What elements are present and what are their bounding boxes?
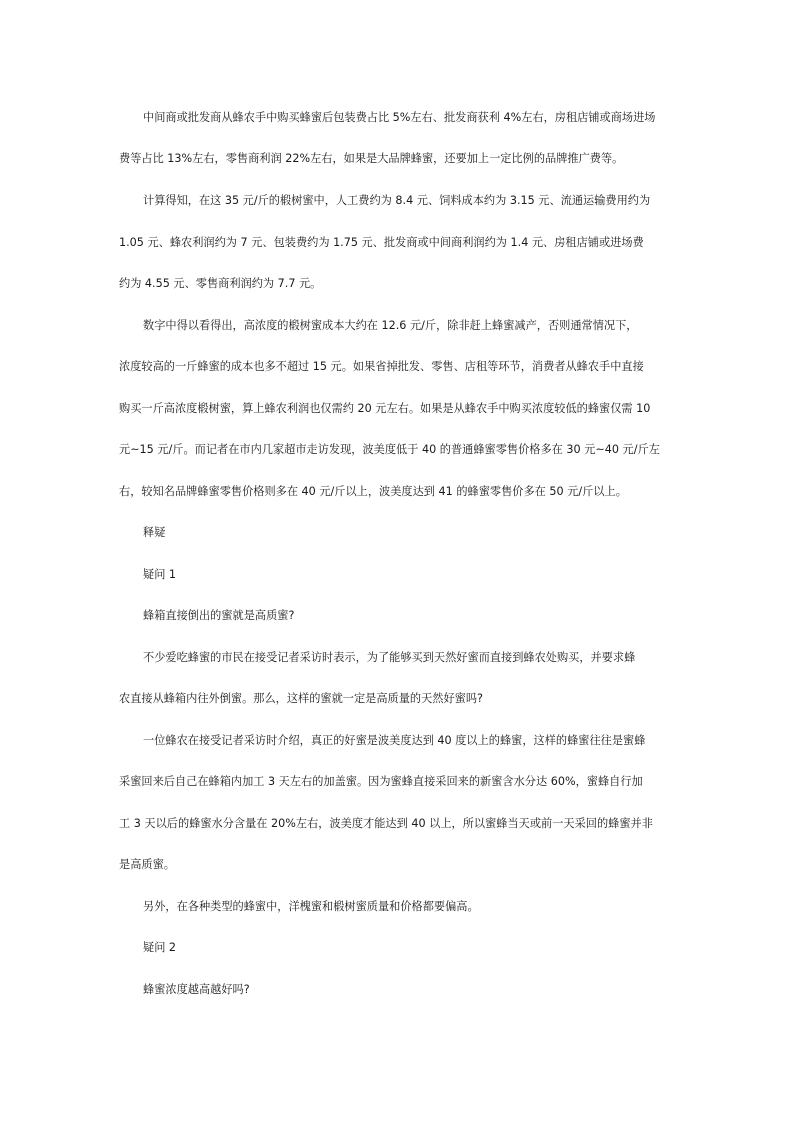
paragraph-line-2: 费等占比 13%左右，零售商利润 22%左右，如果是大品牌蜂蜜，还要加上一定比例的品牌推广费等。 bbox=[119, 152, 624, 165]
paragraph-line-14: 采蜜回来后自己在蜂箱内加工 3 天左右的加盖蜜。因为蜜蜂直接采回来的新蜜含水分达 60%，蜜蜂自行加 bbox=[119, 775, 643, 788]
question-label-1: 疑问 1 bbox=[143, 568, 177, 581]
paragraph-line-10: 右，较知名品牌蜂蜜零售价格则多在 40 元/斤以上，波美度达到 41 的蜂蜜零售价多在 50 元/斤以上。 bbox=[119, 485, 627, 498]
paragraph-line-8: 购买一斤高浓度椴树蜜，算上蜂农利润也仅需约 20 元左右。如果是从蜂农手中购买浓度较低的蜂蜜仅需 10 bbox=[119, 402, 651, 415]
paragraph-line-6: 数字中得以看得出，高浓度的椴树蜜成本大约在 12.6 元/斤，除非赶上蜂蜜减产，否则通常情况下， bbox=[143, 319, 638, 332]
paragraph-line-16: 是高质蜜。 bbox=[119, 858, 175, 871]
section-heading: 释疑 bbox=[143, 526, 166, 539]
paragraph-line-17: 另外，在各种类型的蜂蜜中，洋槐蜜和椴树蜜质量和价格都要偏高。 bbox=[143, 900, 479, 913]
question-label-2: 疑问 2 bbox=[143, 941, 177, 954]
paragraph-line-7: 浓度较高的一斤蜂蜜的成本也多不超过 15 元。如果省掉批发、零售、店租等环节，消费者从蜂农手中直接 bbox=[119, 360, 644, 373]
paragraph-line-15: 工 3 天以后的蜂蜜水分含量在 20%左右，波美度才能达到 40 以上，所以蜜蜂当天或前一天采回的蜂蜜并非 bbox=[119, 817, 653, 830]
paragraph-line-3: 计算得知，在这 35 元/斤的椴树蜜中，人工费约为 8.4 元、饲料成本约为 3.15 元、流通运输费用约为 bbox=[143, 194, 651, 207]
question-title-1: 蜂箱直接倒出的蜜就是高质蜜? bbox=[143, 609, 295, 622]
paragraph-line-11: 不少爱吃蜂蜜的市民在接受记者采访时表示，为了能够买到天然好蜜而直接到蜂农处购买，并要求蜂 bbox=[143, 651, 636, 664]
paragraph-line-13: 一位蜂农在接受记者采访时介绍，真正的好蜜是波美度达到 40 度以上的蜂蜜，这样的蜂蜜往往是蜜蜂 bbox=[143, 734, 646, 747]
paragraph-line-9: 元~15 元/斤。而记者在市内几家超市走访发现，波美度低于 40 的普通蜂蜜零售价格多在 30 元~40 元/斤左 bbox=[119, 443, 660, 456]
question-title-2: 蜂蜜浓度越高越好吗? bbox=[143, 983, 250, 996]
paragraph-line-5: 约为 4.55 元、零售商利润约为 7.7 元。 bbox=[119, 277, 322, 290]
paragraph-line-1: 中间商或批发商从蜂农手中购买蜂蜜后包装费占比 5%左右、批发商获利 4%左右，房租店铺或商场进场 bbox=[143, 111, 656, 124]
paragraph-line-12: 农直接从蜂箱内往外倒蜜。那么，这样的蜜就一定是高质量的天然好蜜吗? bbox=[119, 692, 483, 705]
paragraph-line-4: 1.05 元、蜂农利润约为 7 元、包装费约为 1.75 元、批发商或中间商利润约为 1.4 元、房租店铺或进场费 bbox=[119, 236, 644, 249]
